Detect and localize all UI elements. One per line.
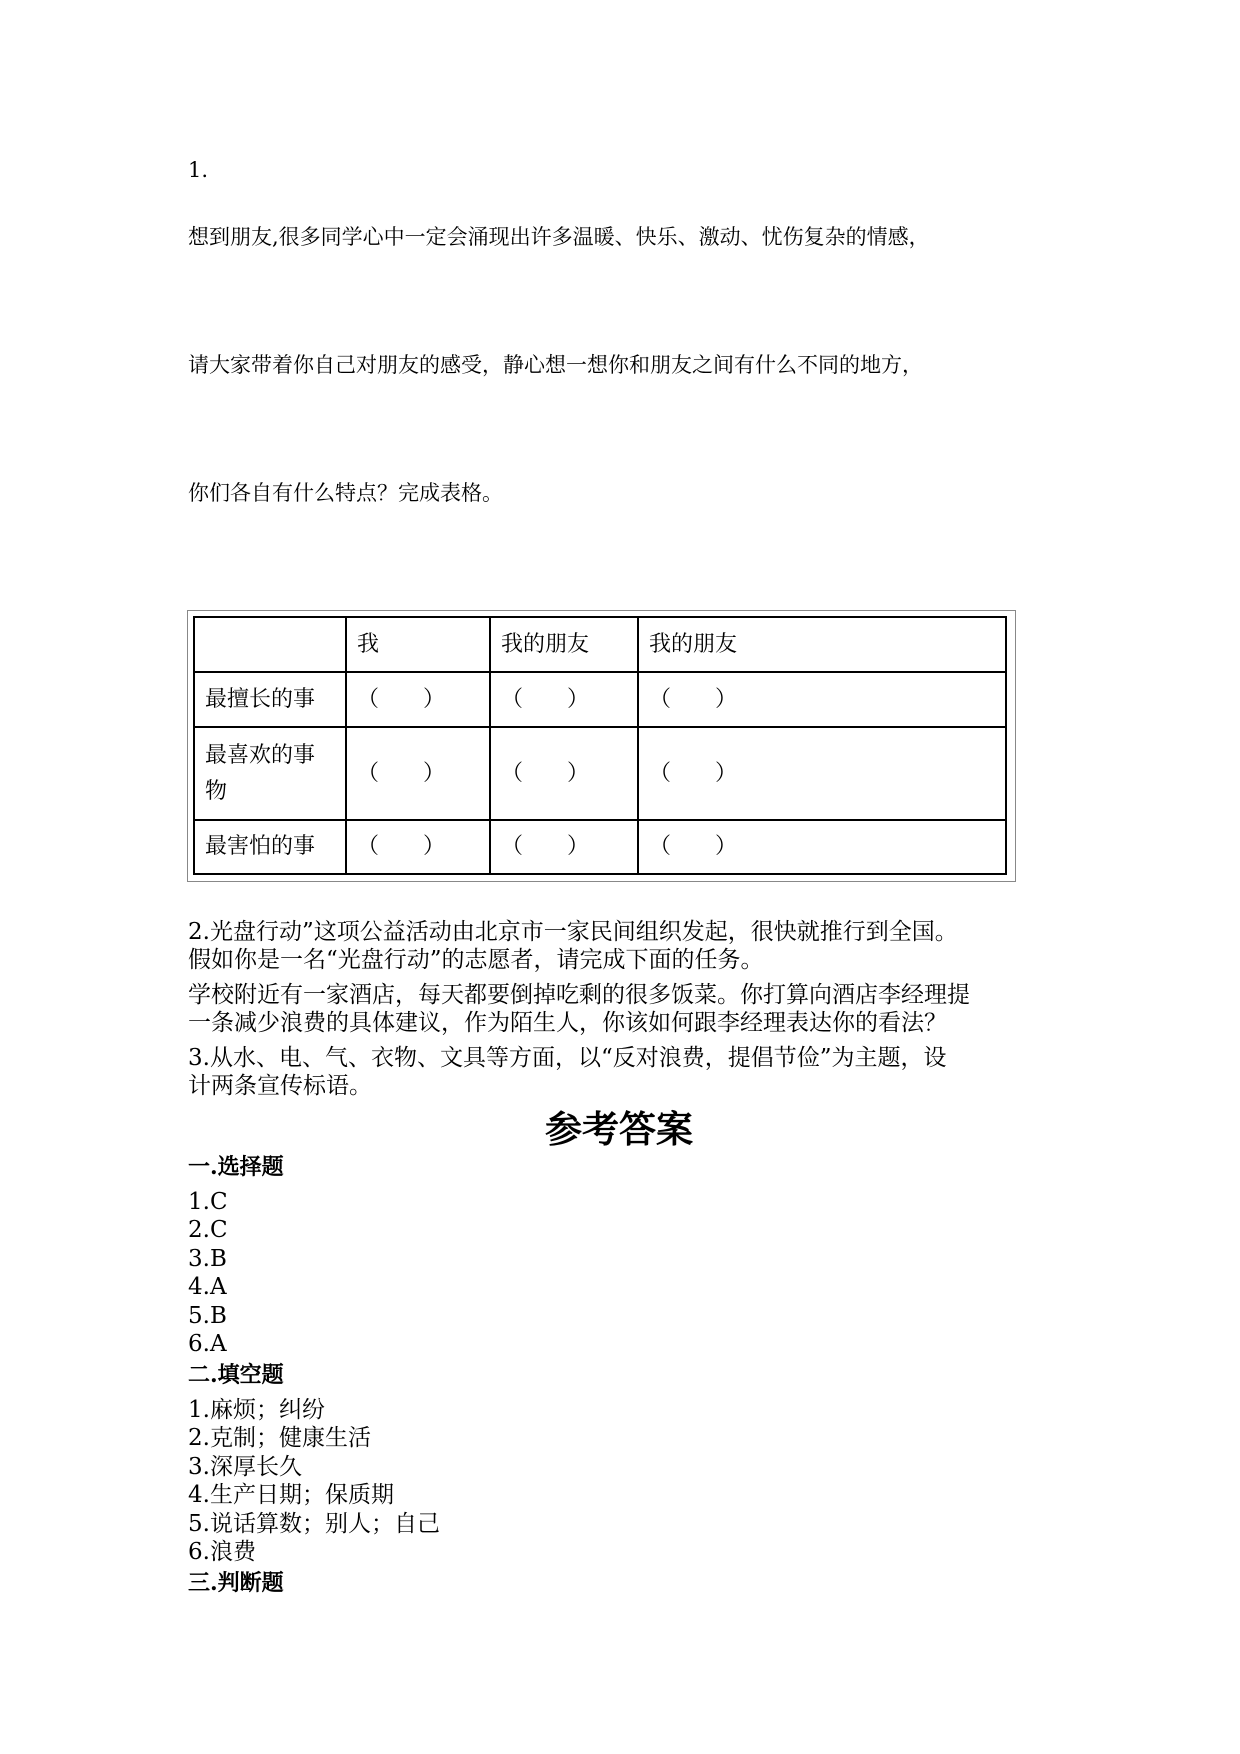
q2-line-4: 一条减少浪费的具体建议，作为陌生人，你该如何跟李经理表达你的看法？ bbox=[188, 1010, 947, 1036]
q3-line-2: 计两条宣传标语。 bbox=[188, 1073, 372, 1099]
row-label: 最害怕的事 bbox=[194, 820, 346, 874]
answer-item: 6.浪费 bbox=[188, 1539, 256, 1565]
answer-blank[interactable]: （ ） bbox=[638, 672, 1006, 727]
answer-item: 2.C bbox=[188, 1217, 228, 1243]
q1-line-3: 你们各自有什么特点？完成表格。 bbox=[188, 481, 503, 505]
q2-line-1: 2.光盘行动”这项公益活动由北京市一家民间组织发起，很快就推行到全国。 bbox=[188, 919, 958, 945]
table-header-row bbox=[194, 617, 1006, 672]
table-row bbox=[194, 672, 1006, 727]
answer-item: 1.麻烦；纠纷 bbox=[188, 1397, 325, 1423]
q1-line-2: 请大家带着你自己对朋友的感受，静心想一想你和朋友之间有什么不同的地方， bbox=[188, 353, 923, 377]
table-header-cell: 我 bbox=[346, 617, 490, 672]
answer-blank[interactable]: （ ） bbox=[490, 727, 638, 820]
answer-item: 2.克制；健康生活 bbox=[188, 1425, 371, 1451]
table-header-cell bbox=[194, 617, 346, 672]
answer-item: 1.C bbox=[188, 1189, 228, 1215]
answers-title: 参考答案 bbox=[545, 1107, 693, 1151]
answer-item: 4.生产日期；保质期 bbox=[188, 1482, 394, 1508]
answer-blank[interactable]: （ ） bbox=[638, 820, 1006, 874]
answer-item: 3.深厚长久 bbox=[188, 1454, 302, 1480]
row-label: 最喜欢的事物 bbox=[194, 727, 346, 820]
answer-item: 5.B bbox=[188, 1303, 227, 1329]
section-heading-choice: 一.选择题 bbox=[188, 1154, 284, 1180]
answer-item: 5.说话算数；别人；自己 bbox=[188, 1511, 440, 1537]
table-header-cell: 我的朋友 bbox=[490, 617, 638, 672]
q1-number: 1. bbox=[188, 158, 209, 182]
q2-line-2: 假如你是一名“光盘行动”的志愿者，请完成下面的任务。 bbox=[188, 947, 764, 973]
answer-blank[interactable]: （ ） bbox=[490, 672, 638, 727]
section-heading-fill: 二.填空题 bbox=[188, 1362, 284, 1388]
q1-line-1: 想到朋友,很多同学心中一定会涌现出许多温暖、快乐、激动、忧伤复杂的情感， bbox=[188, 225, 930, 249]
answer-blank[interactable]: （ ） bbox=[346, 820, 490, 874]
section-heading-judge: 三.判断题 bbox=[188, 1570, 284, 1596]
answer-blank[interactable]: （ ） bbox=[638, 727, 1006, 820]
answer-blank[interactable]: （ ） bbox=[346, 672, 490, 727]
table-row bbox=[194, 727, 1006, 820]
answer-item: 6.A bbox=[188, 1331, 227, 1357]
table-header-cell: 我的朋友 bbox=[638, 617, 1006, 672]
q2-line-3: 学校附近有一家酒店，每天都要倒掉吃剩的很多饭菜。你打算向酒店李经理提 bbox=[188, 982, 970, 1008]
friends-table bbox=[193, 616, 1007, 875]
friends-table-frame bbox=[187, 610, 1016, 882]
answer-item: 4.A bbox=[188, 1274, 227, 1300]
answer-blank[interactable]: （ ） bbox=[346, 727, 490, 820]
table-row bbox=[194, 820, 1006, 874]
row-label: 最擅长的事 bbox=[194, 672, 346, 727]
answer-item: 3.B bbox=[188, 1246, 227, 1272]
q3-line-1: 3.从水、电、气、衣物、文具等方面，以“反对浪费，提倡节俭”为主题，设 bbox=[188, 1045, 947, 1071]
answer-blank[interactable]: （ ） bbox=[490, 820, 638, 874]
